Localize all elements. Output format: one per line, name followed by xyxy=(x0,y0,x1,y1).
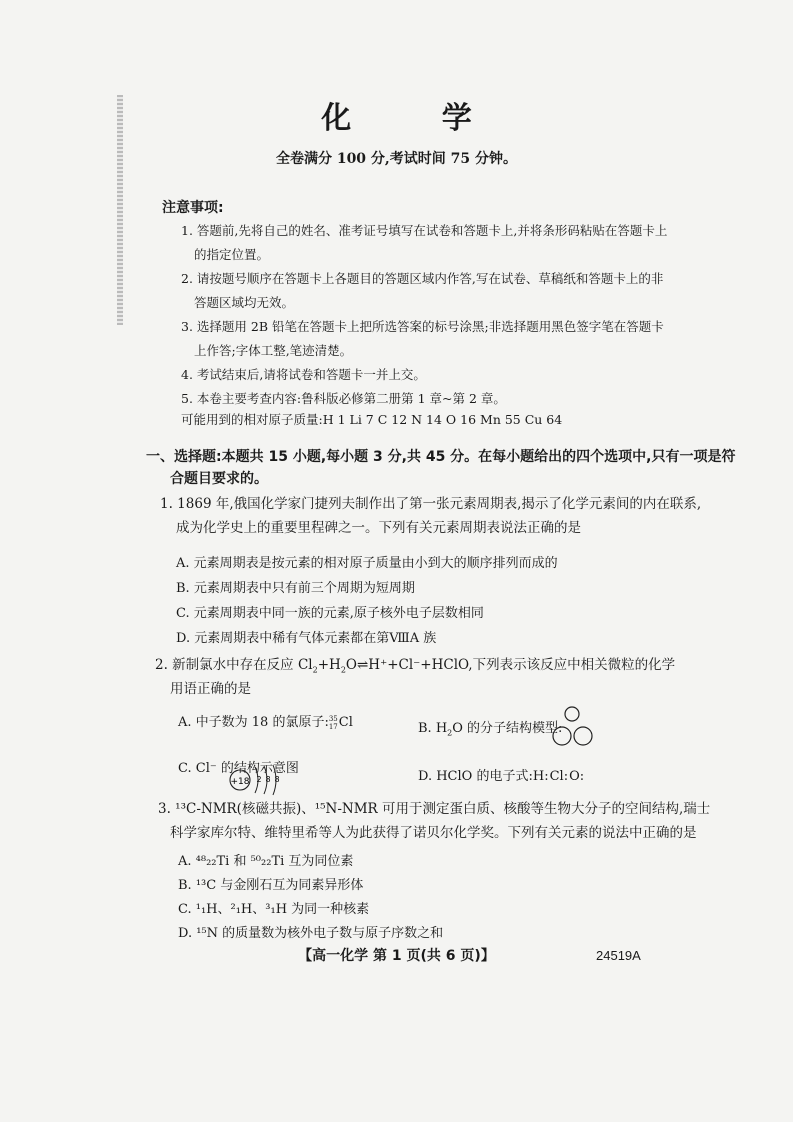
q2-option-a: A. 中子数为 18 的氯原子:35 17Cl xyxy=(178,714,353,731)
note-line: 的指定位置。 xyxy=(194,247,270,262)
q3-option-c: C. ¹₁H、²₁H、³₁H 为同一种核素 xyxy=(178,902,370,917)
q1-option-c: C. 元素周期表中同一族的元素,原子核外电子层数相同 xyxy=(176,606,484,621)
shell-electrons: 8 xyxy=(274,775,280,784)
q2-option-b: B. $H_2O$ 的分子结构模型: xyxy=(418,721,563,738)
electron-dots: : xyxy=(563,769,570,784)
shell-electrons: 8 xyxy=(265,775,271,784)
equilibrium-arrow: ⇌ xyxy=(356,657,369,673)
note-line: 1. 答题前,先将自己的姓名、准考证号填写在试卷和答题卡上,并将条形码粘贴在答题卡上 xyxy=(181,223,668,238)
electron-dots: : xyxy=(544,769,550,784)
shell-electrons: 2 xyxy=(256,775,262,784)
q2-stem: 用语正确的是 xyxy=(170,681,251,697)
nucleus-charge: +18 xyxy=(230,777,250,787)
note-line: 3. 选择题用 2B 铅笔在答题卡上把所选答案的标号涂黑;非选择题用黑色签字笔在答题卡 xyxy=(181,319,664,334)
note-line: 5. 本卷主要考查内容:鲁科版必修第二册第 1 章~第 2 章。 xyxy=(181,391,506,406)
note-line: 上作答;字体工整,笔迹清楚。 xyxy=(194,343,353,358)
exam-info: 全卷满分 100 分,考试时间 75 分钟。 xyxy=(275,151,518,167)
paper-code: 24519A xyxy=(596,948,641,963)
section-line: 一、选择题:本题共 15 小题,每小题 3 分,共 45 分。在每小题给出的四个选项中,只有一项是符 xyxy=(146,449,736,465)
notes-heading: 注意事项: xyxy=(162,200,224,216)
q3-option-d: D. ¹⁵N 的质量数为核外电子数与原子序数之和 xyxy=(178,926,444,941)
nuclide-notation: 35 17 xyxy=(328,714,338,731)
note-line: 2. 请按题号顺序在答题卡上各题目的答题区域内作答,写在试卷、草稿纸和答题卡上的非 xyxy=(181,271,664,286)
note-line: 4. 考试结束后,请将试卷和答题卡一并上交。 xyxy=(181,367,426,382)
page-footer: 【高一化学 第 1 页(共 6 页)】 xyxy=(298,948,495,964)
q3-option-b: B. ¹³C 与金刚石互为同素异形体 xyxy=(178,878,364,893)
q1-stem: 1. 1869 年,俄国化学家门捷列夫制作出了第一张元素周期表,揭示了化学元素间的内在联系, xyxy=(160,496,702,512)
q1-option-d: D. 元素周期表中稀有气体元素都在第ⅧA 族 xyxy=(176,631,437,646)
section-line: 合题目要求的。 xyxy=(170,471,268,487)
note-line: 答题区域均无效。 xyxy=(194,295,295,310)
section-heading xyxy=(146,446,736,490)
water-molecule-model-icon xyxy=(552,706,596,750)
q3-stem: 3. ¹³C-NMR(核磁共振)、¹⁵N-NMR 可用于测定蛋白质、核酸等生物大分子的空间结构,瑞士 xyxy=(158,801,711,817)
q3-stem: 科学家库尔特、维特里希等人为此获得了诺贝尔化学奖。下列有关元素的说法中正确的是 xyxy=(170,825,697,841)
q2-stem: 2. 新制氯水中存在反应 $Cl_2+H_2O\rightleftharpoons H^++Cl^-+HClO$,下列表示该反应中相关微粒的化学 xyxy=(155,657,676,675)
q1-option-b: B. 元素周期表中只有前三个周期为短周期 xyxy=(176,581,415,596)
q3-option-a: A. ⁴⁸₂₂Ti 和 ⁵⁰₂₂Ti 互为同位素 xyxy=(178,854,354,869)
q1-option-a: A. 元素周期表是按元素的相对原子质量由小到大的顺序排列而成的 xyxy=(176,556,558,571)
q1-stem: 成为化学史上的重要里程碑之一。下列有关元素周期表说法正确的是 xyxy=(176,520,581,536)
q2-option-c: C. Cl⁻ 的结构示意图 xyxy=(178,761,299,776)
atomic-masses: 可能用到的相对原子质量:H 1 Li 7 C 12 N 14 O 16 Mn 55 Cu 64 xyxy=(181,412,563,427)
electron-dots: : xyxy=(579,769,586,784)
q2-option-d: D. HClO 的电子式:H:Cl:O: xyxy=(418,769,586,784)
page-title: 化 学 xyxy=(321,101,512,136)
chloride-ion-structure-diagram xyxy=(227,763,337,797)
